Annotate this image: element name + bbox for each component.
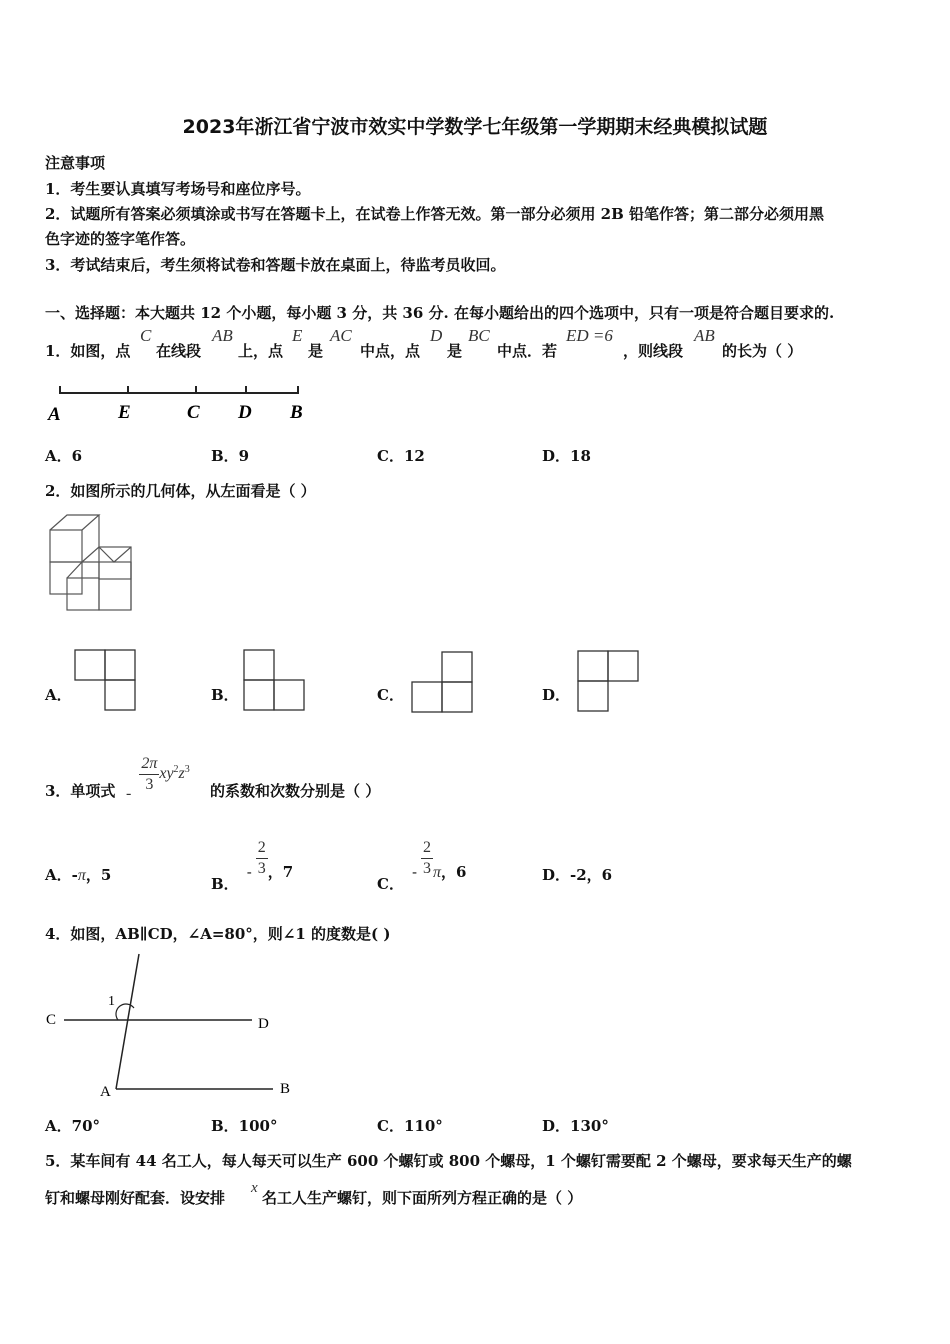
q3-option-c-pi: π <box>433 863 442 881</box>
q1-option-d[interactable]: D．18 <box>542 447 591 465</box>
q3-option-c-num: 2 <box>421 838 433 859</box>
cube-top-front <box>50 530 82 562</box>
q1-var-ed: ED =6 <box>566 326 613 345</box>
q3-option-a-label: A．- <box>45 866 78 884</box>
angle-1-arc <box>116 1004 134 1020</box>
q3-option-b-num: 2 <box>256 838 268 859</box>
label-b: B <box>280 1081 291 1097</box>
q3-option-b-label: B． <box>211 874 239 893</box>
q3-option-c-fraction <box>421 838 433 879</box>
cube-right-top <box>99 547 131 562</box>
q4-parallel-figure <box>40 948 310 1103</box>
q3-option-c-den: 3 <box>423 860 432 877</box>
notice-item-2: 2．试题所有答案必须填涂或书写在答题卡上，在试卷上作答无效。第一部分必须用 2B 铅笔作答；第二部分必须用黑 <box>45 205 825 223</box>
q5-line-2b: 名工人生产螺钉，则下面所列方程正确的是（ ） <box>262 1189 583 1207</box>
q5-line-2a: 钉和螺母刚好配套．设安排 <box>45 1189 226 1207</box>
q1-text-9: 的长为（ ） <box>722 342 803 360</box>
cube-front-top <box>67 562 99 578</box>
q1-option-a[interactable]: A．6 <box>45 447 83 465</box>
q3-option-c-label: C． <box>377 874 404 893</box>
q1-var-d: D <box>430 326 443 345</box>
q5-var-x: x <box>251 1180 258 1196</box>
page-title: 2023年浙江省宁波市效实中学数学七年级第一学期期末经典模拟试题 <box>182 116 768 138</box>
q3-option-b-minus: - <box>246 862 252 881</box>
q3-option-a[interactable] <box>45 864 111 885</box>
q1-var-ab: AB <box>212 326 233 345</box>
q2-option-a-figure[interactable] <box>74 648 138 712</box>
q3-option-c-end: ，6 <box>441 862 467 881</box>
q1-text-1: 1．如图，点 <box>45 342 131 360</box>
q1-option-b[interactable]: B．9 <box>211 447 250 465</box>
q1-text-6: 是 <box>447 342 463 360</box>
q2-option-a[interactable]: A． <box>45 686 72 704</box>
q1-segment-figure <box>40 378 320 428</box>
q1-text-5: 中点，点 <box>360 342 421 360</box>
q1-var-bc: BC <box>468 326 490 345</box>
q3-fraction <box>139 754 159 795</box>
label-c: C <box>187 402 200 423</box>
q1-option-c[interactable]: C．12 <box>377 447 425 465</box>
q3-monomial <box>126 754 190 803</box>
q3-option-b-den: 3 <box>257 860 266 877</box>
q2-option-c-figure[interactable] <box>410 650 474 714</box>
q2-option-b-figure[interactable] <box>242 648 306 712</box>
q4-option-d[interactable]: D．130° <box>542 1117 609 1135</box>
q1-text-7: 中点．若 <box>497 342 558 360</box>
label-angle-1: 1 <box>108 994 115 1009</box>
section-heading: 一、选择题：本大题共 12 个小题，每小题 3 分，共 36 分. 在每小题给出的四个选项中，只有一项是符合题目要求的. <box>45 304 835 322</box>
q1-var-ab-2: AB <box>694 326 715 345</box>
q4-option-a[interactable]: A．70° <box>45 1117 101 1135</box>
cube-top-top <box>50 515 99 530</box>
q1-text-4: 是 <box>308 342 324 360</box>
label-b: B <box>290 402 303 423</box>
q3-option-c[interactable] <box>377 838 467 893</box>
q3-variable-z: z <box>178 765 185 783</box>
q2-option-b[interactable]: B． <box>211 686 239 704</box>
q1-text-3: 上，点 <box>238 342 284 360</box>
notice-item-2-cont: 色字迹的签字笔作答。 <box>45 230 196 248</box>
q4-option-c[interactable]: C．110° <box>377 1117 443 1135</box>
q3-variable-xy: xy <box>159 765 174 783</box>
cube-front-right <box>99 562 131 610</box>
q3-text-1: 3．单项式 <box>45 782 116 800</box>
q3-option-a-pi: π <box>77 867 86 884</box>
label-a: A <box>100 1084 111 1100</box>
notice-item-1: 1．考生要认真填写考场号和座位序号。 <box>45 180 311 198</box>
q3-minus: - <box>126 785 132 803</box>
label-c: C <box>46 1012 57 1028</box>
label-a: A <box>48 404 61 425</box>
q4-option-b[interactable]: B．100° <box>211 1117 278 1135</box>
q1-text-8: ，则线段 <box>623 342 684 360</box>
q1-var-c: C <box>140 326 152 345</box>
transversal <box>116 954 139 1089</box>
q5-line-1: 5．某车间有 44 名工人，每人每天可以生产 600 个螺钉或 800 个螺母，1 个螺钉需要配 2 个螺母，要求每天生产的螺 <box>45 1152 852 1170</box>
q1-var-e: E <box>292 326 303 345</box>
q3-numerator: 2π <box>139 754 159 775</box>
q3-option-d[interactable]: D．-2，6 <box>542 866 613 884</box>
q3-option-c-minus: - <box>411 862 418 881</box>
notice-item-3: 3．考试结束后，考生须将试卷和答题卡放在桌面上，待监考员收回。 <box>45 256 506 274</box>
label-e: E <box>118 402 131 423</box>
q2-option-d-figure[interactable] <box>576 648 642 714</box>
q1-text-2: 在线段 <box>156 342 202 360</box>
label-d: D <box>238 402 252 423</box>
q2-option-c[interactable]: C． <box>377 686 404 704</box>
q3-option-b[interactable] <box>211 838 294 893</box>
q4-text: 4．如图，AB∥CD，∠A=80°，则∠1 的度数是( ) <box>45 925 391 943</box>
q2-text: 2．如图所示的几何体，从左面看是（ ） <box>45 482 316 500</box>
q3-exp-3: 3 <box>184 763 190 775</box>
q2-option-d[interactable]: D． <box>542 686 571 704</box>
q3-option-a-end: ，5 <box>85 866 112 884</box>
label-d: D <box>258 1016 269 1032</box>
q2-solid-figure <box>45 510 140 615</box>
q1-var-ac: AC <box>330 326 352 345</box>
q3-option-b-fraction <box>256 838 268 879</box>
q3-exp-2: 2 <box>173 763 179 775</box>
notice-heading: 注意事项 <box>45 154 106 172</box>
q3-denominator: 3 <box>145 776 154 793</box>
q3-option-b-end: ，7 <box>267 862 294 881</box>
q3-text-2: 的系数和次数分别是（ ） <box>210 782 381 800</box>
